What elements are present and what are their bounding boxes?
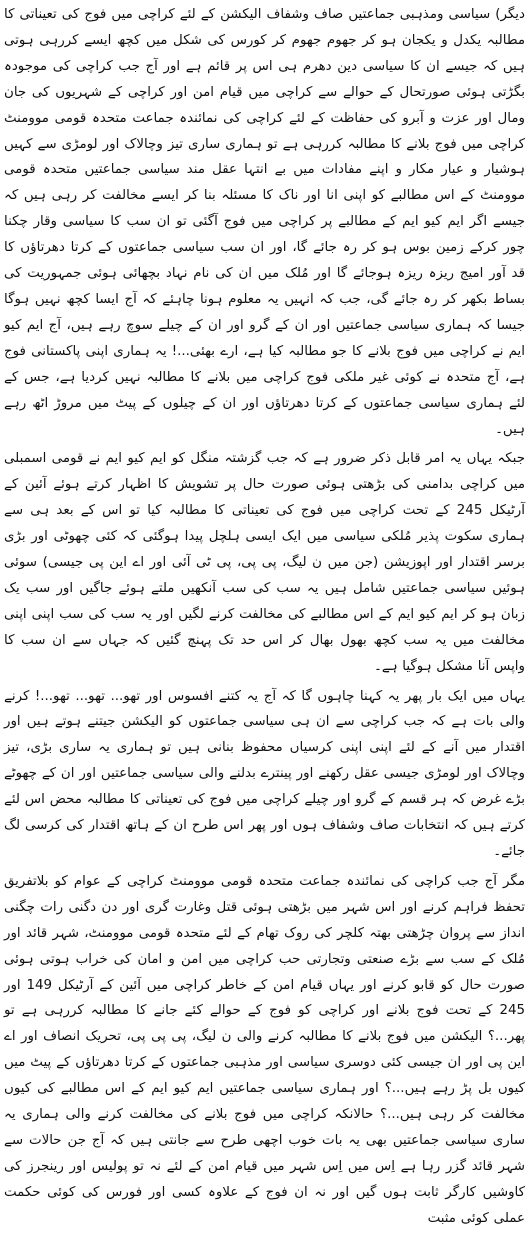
article-paragraph-4: مگر آج جب کراچی کی نمائندہ جماعت متحدہ قومی موومنٹ کراچی کے عوام کو بلاتفریق تحفظ فراہم کرنے اور اس شہر میں بڑھتی ہوئی قتل وغارت گری اور دن دگنی رات چگنی انداز سے پروان چڑھتی بھتہ کلچر کی روک تھام کے لئے متحدہ قومی موومنٹ، شہر قائد اور مُلک کے سب سے بڑے صنعتی وتجارتی حب کراچی میں امن و امان کی خراب ہوتی ہوئی صورت حال کو قابو کرنے اور یہاں قیام امن کے خاطر کراچی میں آئین کے آرٹیکل 149 اور 245 کے تحت فوج بلانے اور کراچی کو فوج کے حوالے کئے جانے کا مطالبہ کررہی ہے تو پھر...؟ الیکشن میں فوج بلانے کا مطالبہ کرنے والی ن لیگ، پی پی پی، تحریک انصاف اور اے این پی اور ان جیسی کئی دوسری سیاسی اور مذہبی جماعتوں کے کرتا دھرتاؤں کے پیٹ میں کیوں بل پڑ رہے ہیں...؟ اور ہماری سیاسی جماعتیں ایم کیو ایم کے اس مطالبے کی کیوں مخالفت کر رہی ہیں...؟ حالانکہ کراچی میں فوج بلانے کی مخالفت کرنے والی ہماری یہ ساری سیاسی جماعتیں بھی یہ بات خوب اچھی طرح سے جانتی ہیں کہ آج جن حالات سے شہر قائد گزر رہا ہے اِس میں اِس شہر میں قیام امن کے لئے نہ تو پولیس اور رینجرز کی کاوشیں کارگر ثابت ہوں گیں اور نہ ان فوج کے علاوہ کسی اور فورس کی کوئی حکمت عملی کوئی مثبت	[4, 873, 525, 1226]
article-paragraph-1: دیگر) سیاسی ومذہبی جماعتیں صاف وشفاف الیکشن کے لئے کراچی میں فوج کی تعیناتی کا مطالبہ یکدل و یکجان ہو کر جھوم جھوم کر کورس کی شکل میں کچھ ایسے کررہی ہوتی ہیں کہ جیسے ان کا سیاسی دین دھرم ہی اس پر قائم ہے اور آج جب کراچی کی موجودہ بگڑتی ہوئی صورتحال کے حوالے سے کراچی میں قیام امن اور کراچی کے شہریوں کی جان ومال اور عزت و آبرو کی حفاظت کے لئے کراچی کی نمائندہ جماعت متحدہ قومی موومنٹ کراچی میں فوج بلانے کا مطالبہ کررہی ہے تو ہماری ساری تیز وچالاک اور لومڑی سے کہیں ہوشیار و عیار مکار و اپنے مفادات میں بے انتہا عقل مند سیاسی جماعتیں متحدہ قومی موومنٹ کے اس مطالبے کو اپنی انا اور ناک کا مسئلہ بنا کر ایسے مخالفت کر رہی ہیں کہ جیسے اگر ایم کیو ایم کے مطالبے پر کراچی میں فوج آگئی تو ان سب کا سیاسی وقار چکنا چور کرکے زمین بوس ہو کر رہ جائے گا، اور ان سب سیاسی جماعتوں کے کرتا دھرتاؤں کا قد آور امیج ریزہ ریزہ ہوجائے گا اور مُلک میں ان کی نام نہاد بچھائی ہوئی جمہوریت کی بساط بکھر کر رہ جائے گی، جب کہ انہیں یہ معلوم ہونا چاہئے کہ آج ایسا کچھ نہیں ہوگا جیسا کہ ہماری سیاسی جماعتیں اور ان کے گرو اور ان کے چیلے سوچ رہے ہیں، آج ایم کیو ایم نے کراچی میں فوج بلانے کا جو مطالبہ کیا ہے، ارے بھئی...! یہ ہماری اپنی پاکستانی فوج ہے، آج متحدہ نے کوئی غیر ملکی فوج کراچی میں بلانے کا مطالبہ نہیں کردیا ہے، جس کے لئے ہماری سیاسی جماعتوں کے کرتا دھرتاؤں اور ان کے چیلوں کے پیٹ میں مروڑ اٹھ رہے ہیں۔	[4, 7, 525, 437]
article-paragraph-3: یہاں میں ایک بار پھر یہ کہنا چاہوں گا کہ آج یہ کتنے افسوس اور تھو... تھو... تھو...! کرنے والی بات ہے کہ جب کراچی سے ان ہی سیاسی جماعتوں کو الیکشن جیتنے ہوتے ہیں اور اقتدار میں آنے کے لئے اپنی اپنی کرسیاں محفوظ بنانی ہیں تو ہماری یہ ساری بڑی، تیز وچالاک اور لومڑی جیسی عقل رکھنے اور پینترے بدلنے والی سیاسی جماعتیں اور ان کے چھوٹے بڑے غرض کہ ہر قسم کے گرو اور چیلے کراچی میں فوج کی تعیناتی کا مطالبہ محض اس لئے کرتے ہیں کہ انتخابات صاف وشفاف ہوں اور پھر اس طرح ان کے ہاتھ اقتدار کی کرسی لگ جائے۔	[4, 688, 525, 859]
article-paragraph-2: جبکہ یہاں یہ امر قابل ذکر ضرور ہے کہ جب گزشتہ منگل کو ایم کیو ایم نے قومی اسمبلی میں کراچی بدامنی کی بڑھتی ہوئی صورت حال پر تشویش کا اظہار کرتے ہوئے آئین کے آرٹیکل 245 کے تحت کراچی میں فوج کی تعیناتی کا مطالبہ کیا تو اس کے بعد ہی سے ہماری سکوت پذیر مُلکی سیاسی میں ایک ایسی ہلچل پیدا ہوگئی کہ کئی چھوٹی اور بڑی برسر اقتدار اور اپوزیشن (جن میں ن لیگ، پی پی، پی ٹی آئی اور اے این پی جیسی) سوئی ہوئیں سیاسی جماعتیں شامل ہیں یہ سب کی سب آنکھیں ملتے ہوئے جاگیں اور سب یک زبان ہو کر ایم کیو ایم کے اس مطالبے کی مخالفت کرنے لگیں اور یہ سب کی سب اپنی اپنی مخالفت میں یہ سب کچھ بھول بھال کر اس حد تک پہنچ گئیں کہ جہاں سے ان سب کا واپس آنا مشکل ہوگیا ہے۔	[4, 451, 525, 674]
